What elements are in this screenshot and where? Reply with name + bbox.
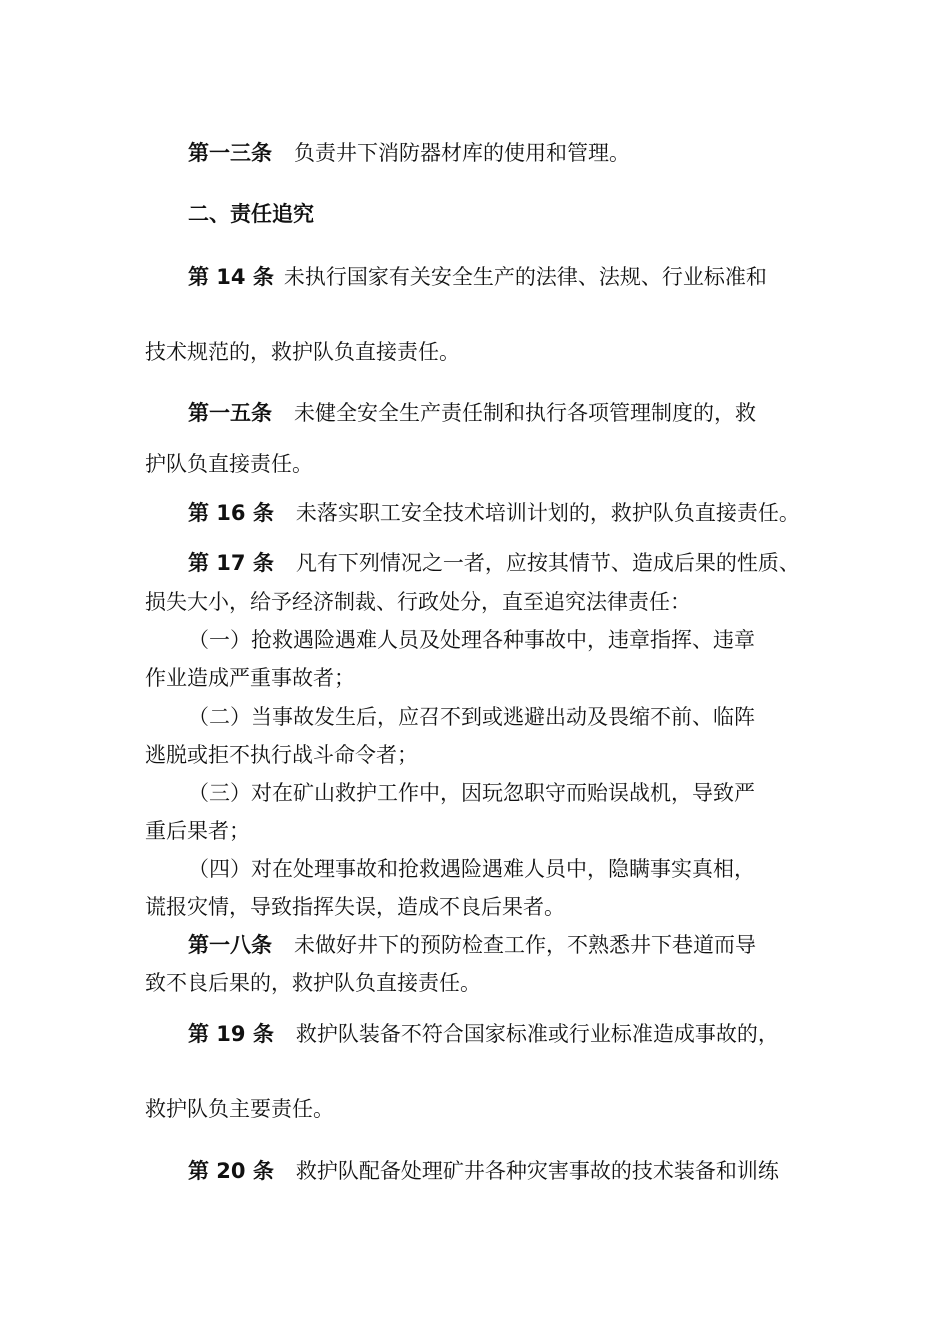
article-19-line2: 救护队负主要责任。 [145,1097,334,1121]
article-17-label: 第 17 条 [188,551,274,575]
article-19-text1: 救护队装备不符合国家标准或行业标准造成事故的， [295,1022,779,1046]
article-16-text: 未落实职工安全技术培训计划的，救护队负直接责任。 [295,501,800,525]
article-16 [188,498,800,528]
article-13 [188,138,630,168]
article-14-label: 第 14 条 [188,265,274,289]
list-item-3-line2: 重后果者； [145,819,250,843]
article-13-label: 第一三条 [188,141,272,165]
article-16-label: 第 16 条 [188,501,274,525]
list-item-2-line2: 逃脱或拒不执行战斗命令者； [145,743,418,767]
list-item-2-line1: （二）当事故发生后，应召不到或逃避出动及畏缩不前、临阵 [188,705,755,729]
article-18-line1 [188,930,756,960]
article-14-text1: 未执行国家有关安全生产的法律、法规、行业标准和 [283,265,767,289]
list-item-1-line1: （一）抢救遇险遇难人员及处理各种事故中，违章指挥、违章 [188,628,755,652]
article-19-label: 第 19 条 [188,1022,274,1046]
article-14-line2: 技术规范的，救护队负直接责任。 [145,340,460,364]
article-13-text: 负责井下消防器材库的使用和管理。 [294,141,630,165]
article-15-line1 [188,398,756,428]
article-15-label: 第一五条 [188,401,272,425]
list-item-4-line1: （四）对在处理事故和抢救遇险遇难人员中，隐瞒事实真相， [188,857,755,881]
article-19-line1 [188,1019,779,1049]
list-item-1-line2: 作业造成严重事故者； [145,666,355,690]
article-17-line1 [188,548,800,578]
article-15-line2: 护队负直接责任。 [145,452,313,476]
list-item-3-line1: （三）对在矿山救护工作中，因玩忽职守而贻误战机，导致严 [188,781,755,805]
article-17-line2: 损失大小，给予经济制裁、行政处分，直至追究法律责任： [145,590,691,614]
article-15-text1: 未健全安全生产责任制和执行各项管理制度的，救 [294,401,756,425]
article-18-line2: 致不良后果的，救护队负直接责任。 [145,971,481,995]
article-14-line1 [188,262,767,292]
article-18-label: 第一八条 [188,933,272,957]
article-18-text1: 未做好井下的预防检查工作，不熟悉井下巷道而导 [294,933,756,957]
article-20-text1: 救护队配备处理矿井各种灾害事故的技术装备和训练 [295,1159,779,1183]
article-20-label: 第 20 条 [188,1159,274,1183]
article-17-text1: 凡有下列情况之一者，应按其情节、造成后果的性质、 [295,551,800,575]
section-heading: 二、责任追究 [188,202,314,226]
list-item-4-line2: 谎报灾情，导致指挥失误，造成不良后果者。 [145,895,565,919]
article-20-line1 [188,1156,779,1186]
